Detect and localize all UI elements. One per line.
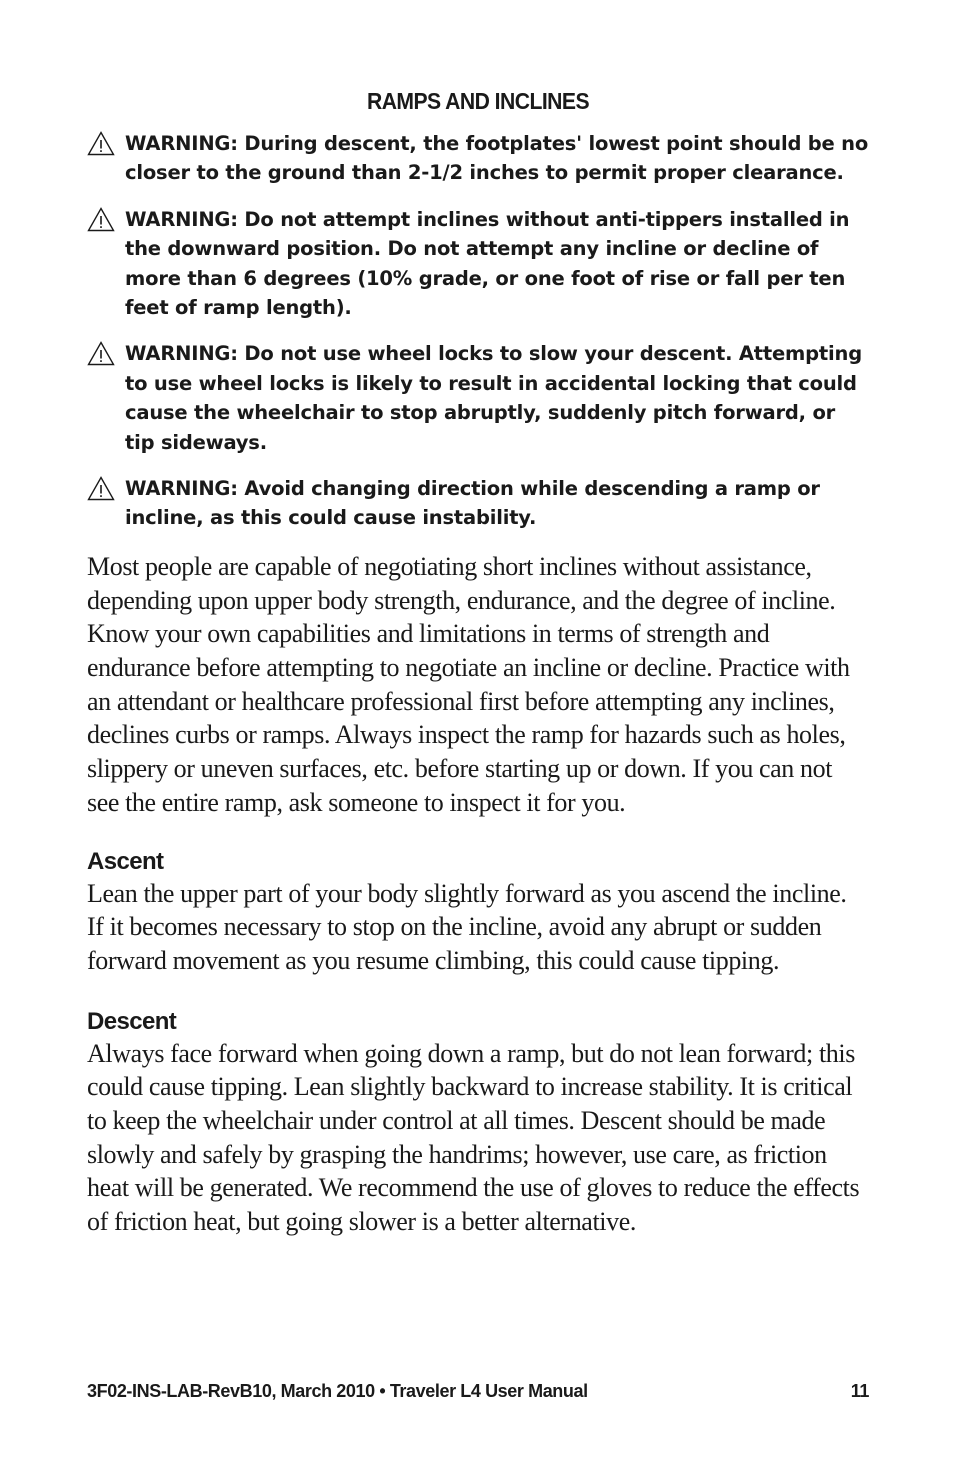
warning-changing-direction	[87, 474, 869, 533]
page-footer	[87, 1381, 869, 1402]
warning-triangle-icon	[87, 341, 115, 366]
ascent-paragraph: Lean the upper part of your body slightly forward as you ascend the incline. If it becomes necessary to stop on the incline, avoid any abrupt or sudden forward movement as you resume climbing, this could cause tipping.	[87, 878, 847, 975]
warning-wheel-locks	[87, 339, 869, 457]
warning-text: WARNING: Do not attempt inclines without anti-tippers installed in the downward position. Do not attempt any incline or decline of more than 6 degrees (10% grade, or one foot of rise or fall per ten feet of ramp length).	[125, 207, 850, 320]
warning-text: WARNING: Avoid changing direction while descending a ramp or incline, as this could cause instability.	[125, 477, 820, 530]
descent-paragraph: Always face forward when going down a ramp, but do not lean forward; this could cause tipping. Lean slightly backward to increase stability. It is critical to keep the wheelchair under control at all times. Descent should be made slowly and safely by grasping the handrims; however, use care, as friction heat will be generated. We recommend the use of gloves to reduce the effects of friction heat, but going slower is a better alternative.	[87, 1038, 860, 1237]
page-number: 11	[850, 1381, 869, 1401]
manual-page	[87, 88, 869, 1239]
warning-triangle-icon	[87, 131, 115, 156]
intro-paragraph: Most people are capable of negotiating short inclines without assistance, depending upon upper body strength, endurance, and the degree of incline. Know your own capabilities and limitations in terms of strength and endurance before attempting to negotiate an incline or decline. Practice with an attendant or healthcare professional first before attempting any inclines, declines curbs or ramps. Always inspect the ramp for hazards such as holes, slippery or uneven surfaces, etc. before starting up or down. If you can not see the entire ramp, ask someone to inspect it for you.	[87, 551, 850, 817]
footer-document-info: 3F02-INS-LAB-RevB10, March 2010 • Traveler L4 User Manual	[87, 1381, 588, 1401]
warning-anti-tippers	[87, 205, 869, 323]
ascent-heading: Ascent	[87, 847, 164, 875]
warning-triangle-icon	[87, 207, 115, 232]
warning-text: WARNING: During descent, the footplates' lowest point should be no closer to the ground than 2-1/2 inches to permit proper clearance.	[125, 132, 869, 185]
warning-triangle-icon	[87, 476, 115, 501]
section-title: RAMPS AND INCLINES	[366, 88, 590, 114]
warning-footplate-clearance	[87, 129, 869, 188]
descent-heading: Descent	[87, 1007, 177, 1035]
warning-text: WARNING: Do not use wheel locks to slow your descent. Attempting to use wheel locks is likely to result in accidental locking that could cause the wheelchair to stop abruptly, suddenly pitch forward, or tip sideways.	[125, 342, 862, 454]
